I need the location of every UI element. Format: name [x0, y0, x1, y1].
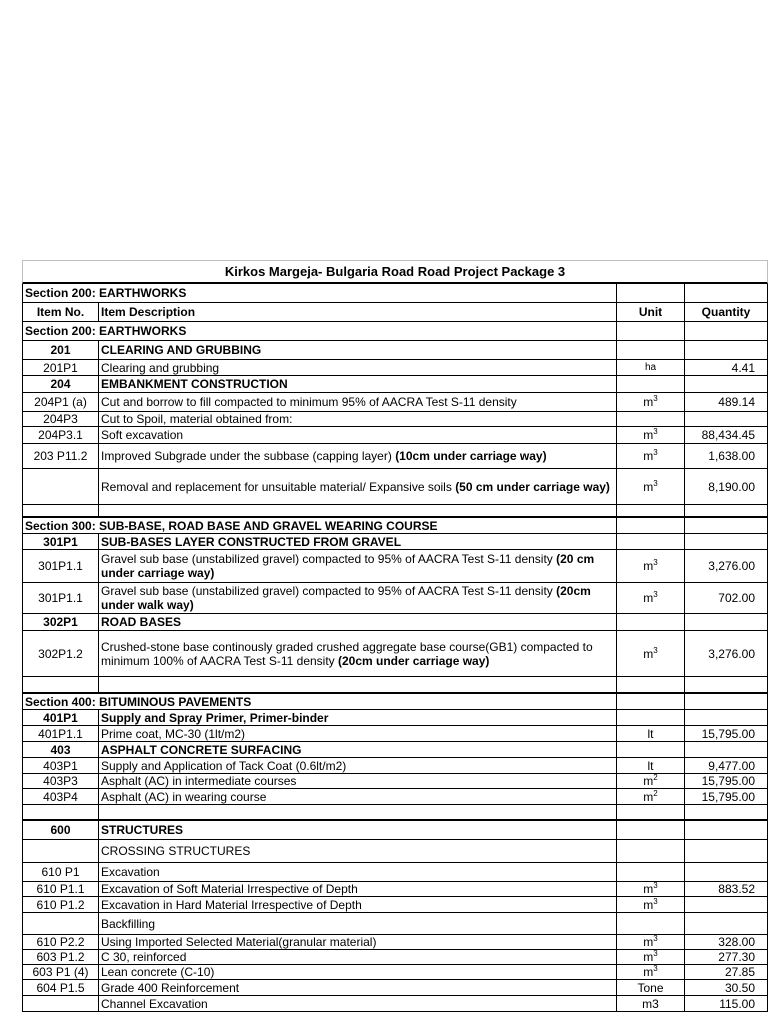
quantity-cell [685, 284, 768, 302]
item-no: 301P1 [22, 534, 99, 549]
unit-cell: Tone [617, 980, 685, 995]
item-description: SUB-BASES LAYER CONSTRUCTED FROM GRAVEL [99, 534, 617, 549]
table-row [22, 935, 768, 950]
unit-cell: lt [617, 726, 685, 741]
item-no: 403P4 [22, 789, 99, 804]
item-description: Cut and borrow to fill compacted to minimum 95% of AACRA Test S-11 density [99, 393, 617, 411]
table-row [22, 710, 768, 726]
unit-cell: $m^3$ [617, 583, 685, 613]
header-item-no: Item No. [22, 303, 99, 321]
boq-sheet [22, 260, 768, 1012]
unit-cell [617, 694, 685, 709]
item-description: Supply and Application of Tack Coat (0.6lt/m2) [99, 758, 617, 773]
unit-cell [617, 840, 685, 862]
quantity-cell [685, 694, 768, 709]
item-no: 201 [22, 341, 99, 359]
quantity-cell [685, 614, 768, 630]
item-description: Crushed-stone base continously graded crushed aggregate base course(GB1) compacted to minimum 100% of AACRA Test S-11 density (20cm under carriage way) [99, 631, 617, 676]
quantity-cell: 8,190.00 [685, 469, 768, 504]
header-item-description: Item Description [99, 303, 617, 321]
item-no: 301P1.1 [22, 583, 99, 613]
table-row [22, 505, 768, 518]
quantity-cell: 3,276.00 [685, 550, 768, 582]
table-row [22, 469, 768, 505]
section-label-row [22, 284, 768, 303]
quantity-cell: 883.52 [685, 882, 768, 896]
table-row [22, 518, 768, 534]
table-row [22, 322, 768, 341]
table-row [22, 789, 768, 805]
item-description: Supply and Spray Primer, Primer-binder [99, 710, 617, 725]
unit-cell: $m^3$ [617, 897, 685, 912]
unit-cell: ha [617, 360, 685, 375]
section-heading: Section 300: SUB-BASE, ROAD BASE AND GRAVEL WEARING COURSE [22, 518, 617, 533]
unit-cell [617, 341, 685, 359]
item-description: Gravel sub base (unstabilized gravel) compacted to 95% of AACRA Test S-11 density (20cm under walk way) [99, 583, 617, 613]
quantity-cell: 328.00 [685, 935, 768, 949]
table-row [22, 805, 768, 821]
unit-cell [617, 518, 685, 533]
item-description [99, 805, 617, 819]
item-description: Asphalt (AC) in wearing course [99, 789, 617, 804]
item-no: 604 P1.5 [22, 980, 99, 995]
item-description: CROSSING STRUCTURES [99, 840, 617, 862]
quantity-cell: 15,795.00 [685, 726, 768, 741]
table-row [22, 550, 768, 583]
item-description: ASPHALT CONCRETE SURFACING [99, 742, 617, 757]
quantity-cell [685, 863, 768, 881]
quantity-cell: 4.41 [685, 360, 768, 375]
item-no: 301P1.1 [22, 550, 99, 582]
item-description: Excavation of Soft Material Irrespective of Depth [99, 882, 617, 896]
quantity-cell [685, 840, 768, 862]
item-description: C 30, reinforced [99, 950, 617, 964]
quantity-cell: 115.00 [685, 996, 768, 1011]
table-row [22, 897, 768, 913]
unit-cell [617, 614, 685, 630]
unit-cell: $m^2$ [617, 774, 685, 788]
table-row [22, 341, 768, 360]
unit-cell [617, 534, 685, 549]
item-no: 603 P1 (4) [22, 965, 99, 979]
table-row [22, 534, 768, 550]
item-no: 603 P1.2 [22, 950, 99, 964]
quantity-cell [685, 322, 768, 340]
item-description: Clearing and grubbing [99, 360, 617, 375]
quantity-cell [685, 505, 768, 516]
item-description [99, 505, 617, 516]
quantity-cell [685, 412, 768, 426]
table-row [22, 950, 768, 965]
table-row [22, 882, 768, 897]
item-no [22, 677, 99, 692]
quantity-cell [685, 897, 768, 912]
item-description: Removal and replacement for unsuitable material/ Expansive soils (50 cm under carriage way) [99, 469, 617, 504]
item-description: Asphalt (AC) in intermediate courses [99, 774, 617, 788]
quantity-cell [685, 913, 768, 934]
unit-cell: $m^3$ [617, 631, 685, 676]
item-no: 302P1.2 [22, 631, 99, 676]
quantity-cell [685, 742, 768, 757]
table-row [22, 726, 768, 742]
unit-cell [617, 322, 685, 340]
unit-cell: m3 [617, 996, 685, 1011]
unit-cell [617, 710, 685, 725]
unit-cell: $m^3$ [617, 469, 685, 504]
item-no [22, 505, 99, 516]
item-description: EMBANKMENT CONSTRUCTION [99, 376, 617, 392]
item-no: 302P1 [22, 614, 99, 630]
table-row [22, 980, 768, 996]
item-description [99, 677, 617, 692]
document-title: Kirkos Margeja- Bulgaria Road Road Project Package 3 [22, 260, 768, 284]
item-no: 201P1 [22, 360, 99, 375]
table-row [22, 863, 768, 882]
quantity-cell: 489.14 [685, 393, 768, 411]
item-no: 204P1 (a) [22, 393, 99, 411]
item-description: CLEARING AND GRUBBING [99, 341, 617, 359]
item-no: 600 [22, 821, 99, 839]
table-row [22, 427, 768, 444]
quantity-cell [685, 376, 768, 392]
unit-cell [617, 863, 685, 881]
table-row [22, 821, 768, 840]
quantity-cell: 88,434.45 [685, 427, 768, 443]
unit-cell [617, 284, 685, 302]
unit-cell: $m^3$ [617, 427, 685, 443]
table-row [22, 996, 768, 1012]
unit-cell [617, 821, 685, 839]
unit-cell: $m^3$ [617, 882, 685, 896]
quantity-cell: 702.00 [685, 583, 768, 613]
table-row [22, 376, 768, 393]
table-row [22, 360, 768, 376]
item-description: Using Imported Selected Material(granular material) [99, 935, 617, 949]
item-description: STRUCTURES [99, 821, 617, 839]
quantity-cell: 1,638.00 [685, 444, 768, 468]
table-row [22, 758, 768, 774]
unit-cell [617, 376, 685, 392]
quantity-cell [685, 805, 768, 819]
header-quantity: Quantity [685, 303, 768, 321]
item-description: Lean concrete (C-10) [99, 965, 617, 979]
item-description: Cut to Spoil, material obtained from: [99, 412, 617, 426]
item-no [22, 469, 99, 504]
unit-cell: lt [617, 758, 685, 773]
unit-cell [617, 677, 685, 692]
item-no: 204P3 [22, 412, 99, 426]
item-no [22, 805, 99, 819]
table-row [22, 774, 768, 789]
quantity-cell [685, 677, 768, 692]
item-no: 610 P2.2 [22, 935, 99, 949]
header-unit: Unit [617, 303, 685, 321]
header-row [22, 303, 768, 322]
unit-cell [617, 805, 685, 819]
quantity-cell: 277.30 [685, 950, 768, 964]
quantity-cell [685, 534, 768, 549]
table-row [22, 444, 768, 469]
table-body [22, 322, 768, 1012]
table-row [22, 694, 768, 710]
table-row [22, 393, 768, 412]
item-no: 403 [22, 742, 99, 757]
item-no: 203 P11.2 [22, 444, 99, 468]
unit-cell: $m^3$ [617, 393, 685, 411]
unit-cell [617, 505, 685, 516]
section-heading: Section 400: BITUMINOUS PAVEMENTS [22, 694, 617, 709]
table-row [22, 583, 768, 614]
item-no: 610 P1 [22, 863, 99, 881]
item-no: 401P1 [22, 710, 99, 725]
quantity-cell: 9,477.00 [685, 758, 768, 773]
table-row [22, 677, 768, 694]
table-row [22, 965, 768, 980]
table-row [22, 614, 768, 631]
item-no: 403P1 [22, 758, 99, 773]
quantity-cell: 30.50 [685, 980, 768, 995]
section-heading: Section 200: EARTHWORKS [22, 322, 617, 340]
table-row [22, 631, 768, 677]
item-no [22, 996, 99, 1011]
item-description: Gravel sub base (unstabilized gravel) compacted to 95% of AACRA Test S-11 density (20 cm under carriage way) [99, 550, 617, 582]
item-description: ROAD BASES [99, 614, 617, 630]
item-description: Improved Subgrade under the subbase (capping layer) (10cm under carriage way) [99, 444, 617, 468]
unit-cell: $m^3$ [617, 935, 685, 949]
section-label: Section 200: EARTHWORKS [22, 284, 617, 302]
item-description: Soft excavation [99, 427, 617, 443]
unit-cell [617, 913, 685, 934]
quantity-cell: 15,795.00 [685, 789, 768, 804]
quantity-cell [685, 710, 768, 725]
item-no [22, 840, 99, 862]
item-no: 610 P1.2 [22, 897, 99, 912]
unit-cell [617, 412, 685, 426]
item-no: 403P3 [22, 774, 99, 788]
unit-cell [617, 742, 685, 757]
unit-cell: $m^2$ [617, 789, 685, 804]
table-row [22, 840, 768, 863]
item-description: Excavation [99, 863, 617, 881]
quantity-cell: 27.85 [685, 965, 768, 979]
item-no: 204P3.1 [22, 427, 99, 443]
item-description: Prime coat, MC-30 (1lt/m2) [99, 726, 617, 741]
item-no: 610 P1.1 [22, 882, 99, 896]
item-description: Grade 400 Reinforcement [99, 980, 617, 995]
unit-cell: $m^3$ [617, 550, 685, 582]
item-description: Channel Excavation [99, 996, 617, 1011]
quantity-cell: 15,795.00 [685, 774, 768, 788]
item-description: Backfilling [99, 913, 617, 934]
item-no: 204 [22, 376, 99, 392]
item-no [22, 913, 99, 934]
unit-cell: $m^3$ [617, 965, 685, 979]
quantity-cell [685, 821, 768, 839]
table-row [22, 742, 768, 758]
quantity-cell [685, 518, 768, 533]
table-row [22, 913, 768, 935]
item-description: Excavation in Hard Material Irrespective of Depth [99, 897, 617, 912]
item-no: 401P1.1 [22, 726, 99, 741]
table-row [22, 412, 768, 427]
quantity-cell [685, 341, 768, 359]
unit-cell: $m^3$ [617, 444, 685, 468]
quantity-cell: 3,276.00 [685, 631, 768, 676]
unit-cell: $m^3$ [617, 950, 685, 964]
